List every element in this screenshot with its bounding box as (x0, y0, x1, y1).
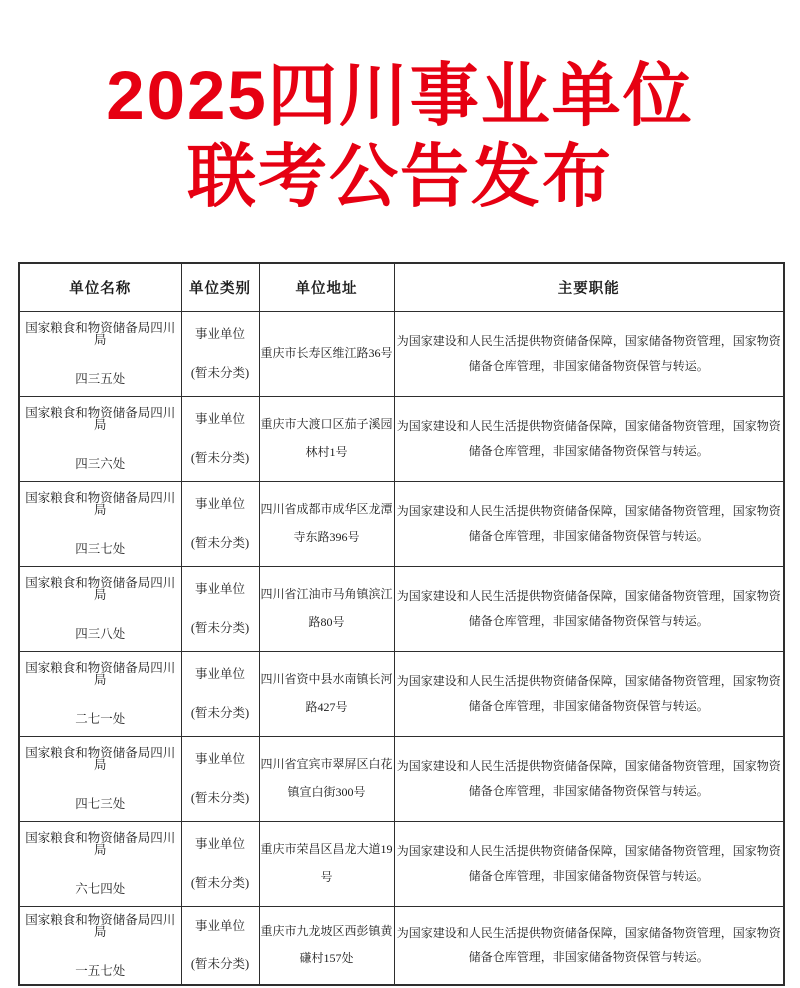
header-cell-main-functions: 主要职能 (394, 263, 784, 311)
main-functions-cell: 为国家建设和人民生活提供物资储备保障，国家储备物资管理，国家物资储备仓库管理，非国家储备物资保管与转运。 (394, 906, 784, 985)
main-functions-cell: 为国家建设和人民生活提供物资储备保障，国家储备物资管理，国家物资储备仓库管理，非国家储备物资保管与转运。 (394, 651, 784, 736)
unit-category-cell (181, 906, 259, 985)
main-functions-cell: 为国家建设和人民生活提供物资储备保障，国家储备物资管理，国家物资储备仓库管理，非国家储备物资保管与转运。 (394, 311, 784, 396)
unit-category-line1: 事业单位 (194, 582, 245, 596)
unit-category-line2: (暂未分类) (190, 957, 250, 972)
unit-category-cell (181, 481, 259, 566)
unit-name-cell (19, 906, 181, 985)
unit-category-cell (181, 651, 259, 736)
unit-name-line1: 国家粮食和物资储备局四川局 (25, 912, 176, 939)
unit-category-line2: (暂未分类) (190, 620, 250, 635)
table-row (19, 396, 784, 481)
unit-address-cell: 四川省宜宾市翠屏区白花镇宣白街300号 (259, 736, 394, 821)
unit-name-cell (19, 736, 181, 821)
page-title-line1: 2025四川事业单位 (106, 57, 694, 134)
unit-name-cell (19, 651, 181, 736)
main-functions-cell: 为国家建设和人民生活提供物资储备保障，国家储备物资管理，国家物资储备仓库管理，非国家储备物资保管与转运。 (394, 481, 784, 566)
unit-category-line1: 事业单位 (194, 412, 245, 426)
unit-name-cell (19, 566, 181, 651)
table-row (19, 311, 784, 396)
unit-name-cell (19, 311, 181, 396)
unit-name-cell (19, 396, 181, 481)
unit-category-line1: 事业单位 (194, 667, 245, 681)
unit-name-line2: 一五七处 (75, 963, 126, 978)
table-row (19, 906, 784, 985)
table-row (19, 736, 784, 821)
unit-name-line1: 国家粮食和物资储备局四川局 (25, 660, 176, 688)
unit-name-line2: 四三七处 (75, 541, 126, 556)
table-row (19, 651, 784, 736)
unit-address-cell: 重庆市九龙坡区西彭镇黄磏村157处 (259, 906, 394, 985)
unit-address-cell: 重庆市长寿区维江路36号 (259, 311, 394, 396)
unit-name-line1: 国家粮食和物资储备局四川局 (25, 320, 176, 348)
unit-address-cell: 四川省江油市马角镇滨江路80号 (259, 566, 394, 651)
page-title (0, 55, 800, 218)
unit-category-line2: (暂未分类) (190, 450, 250, 465)
unit-name-line1: 国家粮食和物资储备局四川局 (25, 575, 176, 603)
unit-name-cell (19, 481, 181, 566)
header-cell-unit-address: 单位地址 (259, 263, 394, 311)
table-row (19, 821, 784, 906)
unit-name-line1: 国家粮食和物资储备局四川局 (25, 745, 176, 773)
unit-category-cell (181, 396, 259, 481)
unit-name-line1: 国家粮食和物资储备局四川局 (25, 490, 176, 518)
unit-category-line2: (暂未分类) (190, 365, 250, 380)
unit-name-cell (19, 821, 181, 906)
unit-name-line2: 六七四处 (75, 881, 126, 896)
unit-category-line1: 事业单位 (194, 837, 245, 851)
unit-address-cell: 四川省资中县水南镇长河路427号 (259, 651, 394, 736)
header-cell-unit-category: 单位类别 (181, 263, 259, 311)
unit-name-line2: 四三六处 (75, 456, 126, 471)
table-row (19, 566, 784, 651)
main-functions-cell: 为国家建设和人民生活提供物资储备保障，国家储备物资管理，国家物资储备仓库管理，非国家储备物资保管与转运。 (394, 396, 784, 481)
unit-category-line1: 事业单位 (194, 497, 245, 511)
main-functions-cell: 为国家建设和人民生活提供物资储备保障，国家储备物资管理，国家物资储备仓库管理，非国家储备物资保管与转运。 (394, 821, 784, 906)
unit-category-cell (181, 736, 259, 821)
unit-category-cell (181, 311, 259, 396)
main-functions-cell: 为国家建设和人民生活提供物资储备保障，国家储备物资管理，国家物资储备仓库管理，非国家储备物资保管与转运。 (394, 566, 784, 651)
unit-category-line2: (暂未分类) (190, 705, 250, 720)
unit-address-cell: 重庆市大渡口区茄子溪园林村1号 (259, 396, 394, 481)
unit-name-line2: 四三五处 (75, 371, 126, 386)
header-cell-unit-name: 单位名称 (19, 263, 181, 311)
unit-name-line1: 国家粮食和物资储备局四川局 (25, 405, 176, 433)
unit-name-line2: 四七三处 (75, 796, 126, 811)
unit-category-line1: 事业单位 (194, 752, 245, 766)
unit-category-cell (181, 821, 259, 906)
unit-name-line2: 四三八处 (75, 626, 126, 641)
unit-address-cell: 四川省成都市成华区龙潭寺东路396号 (259, 481, 394, 566)
table-row (19, 481, 784, 566)
page-title-line2: 联考公告发布 (187, 138, 613, 216)
unit-category-line2: (暂未分类) (190, 875, 250, 890)
units-table (18, 262, 785, 986)
unit-name-line1: 国家粮食和物资储备局四川局 (25, 830, 176, 858)
unit-name-line2: 二七一处 (75, 711, 126, 726)
unit-category-cell (181, 566, 259, 651)
unit-category-line1: 事业单位 (194, 327, 245, 341)
unit-category-line2: (暂未分类) (190, 535, 250, 550)
main-functions-cell: 为国家建设和人民生活提供物资储备保障，国家储备物资管理，国家物资储备仓库管理，非国家储备物资保管与转运。 (394, 736, 784, 821)
table-header-row (19, 263, 784, 311)
unit-category-line2: (暂未分类) (190, 790, 250, 805)
unit-address-cell: 重庆市荣昌区昌龙大道19号 (259, 821, 394, 906)
unit-category-line1: 事业单位 (194, 918, 245, 933)
